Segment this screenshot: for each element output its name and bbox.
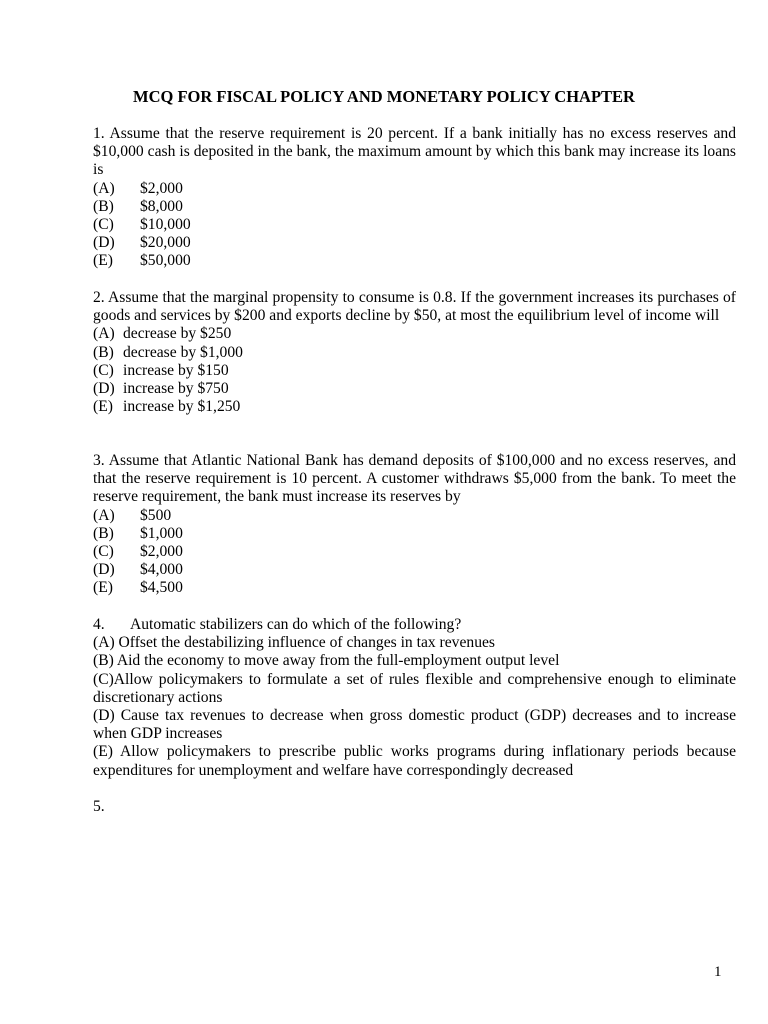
option-d: (D) $4,000 <box>93 561 183 579</box>
option-a: (A) Offset the destabilizing influence of changes in tax revenues <box>93 634 495 652</box>
option-b: (B) $1,000 <box>93 524 183 542</box>
option-e: (E) $50,000 <box>93 252 191 270</box>
question-stem: 4. Automatic stabilizers can do which of the following? <box>93 616 462 633</box>
option-a: (A) $2,000 <box>93 179 183 197</box>
option-d: (D) increase by $750 <box>93 380 229 398</box>
option-a: (A) $500 <box>93 506 172 524</box>
question-stem: 1. Assume that the reserve requirement is 20 percent. If a bank initially has no excess reserves and $10,000 cash is deposited in the bank, the maximum amount by which this bank may increase its loans is <box>93 125 736 179</box>
question-stem: 5. <box>93 798 105 815</box>
document-title: MCQ FOR FISCAL POLICY AND MONETARY POLICY CHAPTER <box>133 87 635 106</box>
question-3 <box>93 452 736 598</box>
option-e: (E) Allow policymakers to prescribe public works programs during inflationary periods because expenditures for unemployment and welfare have correspondingly decreased <box>93 743 737 779</box>
question-1 <box>93 125 736 271</box>
option-c: (C) increase by $150 <box>93 361 229 379</box>
option-e: (E) increase by $1,250 <box>93 398 241 416</box>
option-b: (B) $8,000 <box>93 197 183 215</box>
option-c: (C) $10,000 <box>93 216 191 234</box>
page-number: 1 <box>714 964 722 980</box>
question-stem: 3. Assume that Atlantic National Bank has demand deposits of $100,000 and no excess reserves, and that the reserve requirement is 10 percent. A customer withdraws $5,000 from the bank. To meet the reserve requirement, the bank must increase its reserves by <box>93 452 736 506</box>
question-5 <box>93 798 736 816</box>
option-b: (B) decrease by $1,000 <box>93 343 243 361</box>
option-c: (C)Allow policymakers to formulate a set of rules flexible and comprehensive enough to eliminate discretionary actions <box>93 670 736 706</box>
option-d: (D) Cause tax revenues to decrease when gross domestic product (GDP) decreases and to increase when GDP increases <box>93 707 737 743</box>
question-4 <box>93 616 736 780</box>
option-c: (C) $2,000 <box>93 543 183 561</box>
question-stem: 2. Assume that the marginal propensity to consume is 0.8. If the government increases its purchases of goods and services by $200 and exports decline by $50, at most the equilibrium level of income will <box>93 289 736 325</box>
option-e: (E) $4,500 <box>93 579 183 597</box>
option-d: (D) $20,000 <box>93 234 191 252</box>
question-2 <box>93 289 736 416</box>
option-b: (B) Aid the economy to move away from the full-employment output level <box>93 652 560 670</box>
option-a: (A) decrease by $250 <box>93 325 232 343</box>
